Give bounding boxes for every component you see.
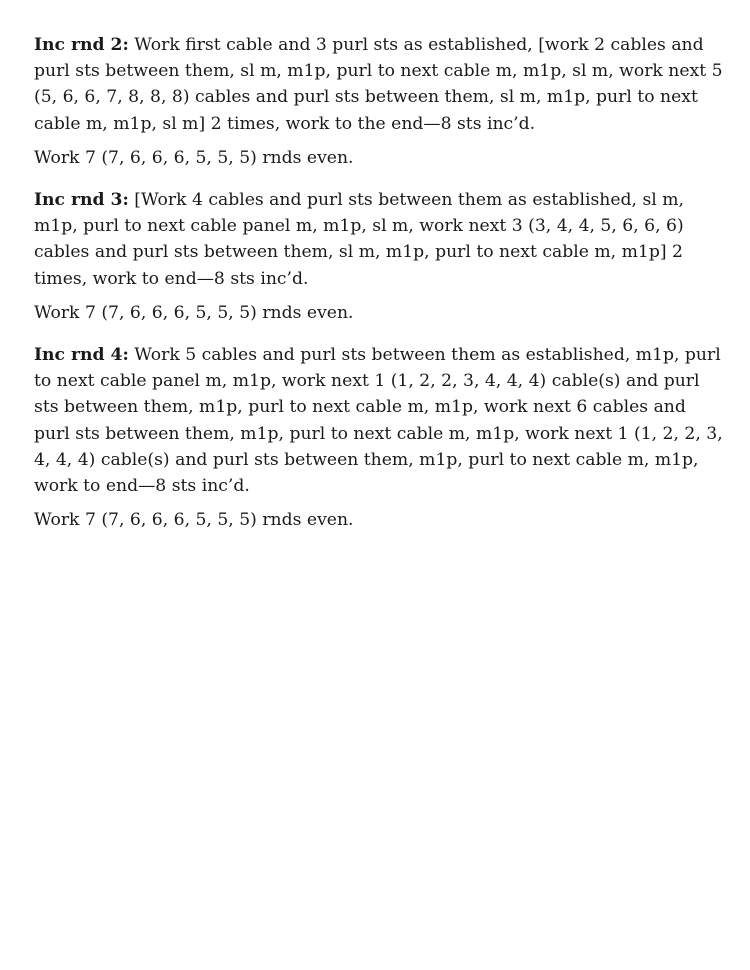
inc-rnd-3-text: [Work 4 cables and purl sts between them as established, sl m, m1p, purl to next cable panel m, m1p, sl m, work next 3 (3, 4, 4, 5, 6, 6, 6) cables and purl sts between them, sl m, m1p, purl to next cable m, m1p] 2 times, work to end—8 sts inc’d. xyxy=(34,190,685,289)
inc-rnd-3-followup: Work 7 (7, 6, 6, 6, 5, 5, 5) rnds even. xyxy=(34,302,354,323)
inc-rnd-3-paragraph xyxy=(34,187,724,292)
pattern-instructions xyxy=(34,32,724,533)
inc-rnd-2-label: Inc rnd 2: xyxy=(34,35,129,55)
inc-rnd-4-paragraph xyxy=(34,342,724,499)
inc-rnd-4-followup: Work 7 (7, 6, 6, 6, 5, 5, 5) rnds even. xyxy=(34,510,354,531)
inc-rnd-4-label: Inc rnd 4: xyxy=(34,345,129,366)
inc-rnd-3-label: Inc rnd 3: xyxy=(34,190,129,211)
inc-rnd-2-text: Work first cable and 3 purl sts as established, [work 2 cables and purl sts between them, sl m, m1p, purl to next cable m, m1p, sl m, work next 5 (5, 6, 6, 7, 8, 8, 8) cables and purl sts between them, sl m, m1p, purl to next cable m, m1p, sl m] 2 times, work to the end—8 sts inc’d. xyxy=(34,35,723,134)
inc-rnd-2-followup: Work 7 (7, 6, 6, 6, 5, 5, 5) rnds even. xyxy=(34,147,354,168)
inc-rnd-4-text: Work 5 cables and purl sts between them as established, m1p, purl to next cable panel m, m1p, work next 1 (1, 2, 2, 3, 4, 4, 4) cable(s) and purl sts between them, m1p, purl to next cable m, m1p, work next 6 cables and purl sts between them, m1p, purl to next cable m, m1p, work next 1 (1, 2, 2, 3, 4, 4, 4) cable(s) and purl sts between them, m1p, purl to next cable m, m1p, work to end—8 sts inc’d. xyxy=(34,345,723,497)
inc-rnd-2-paragraph xyxy=(34,32,724,137)
